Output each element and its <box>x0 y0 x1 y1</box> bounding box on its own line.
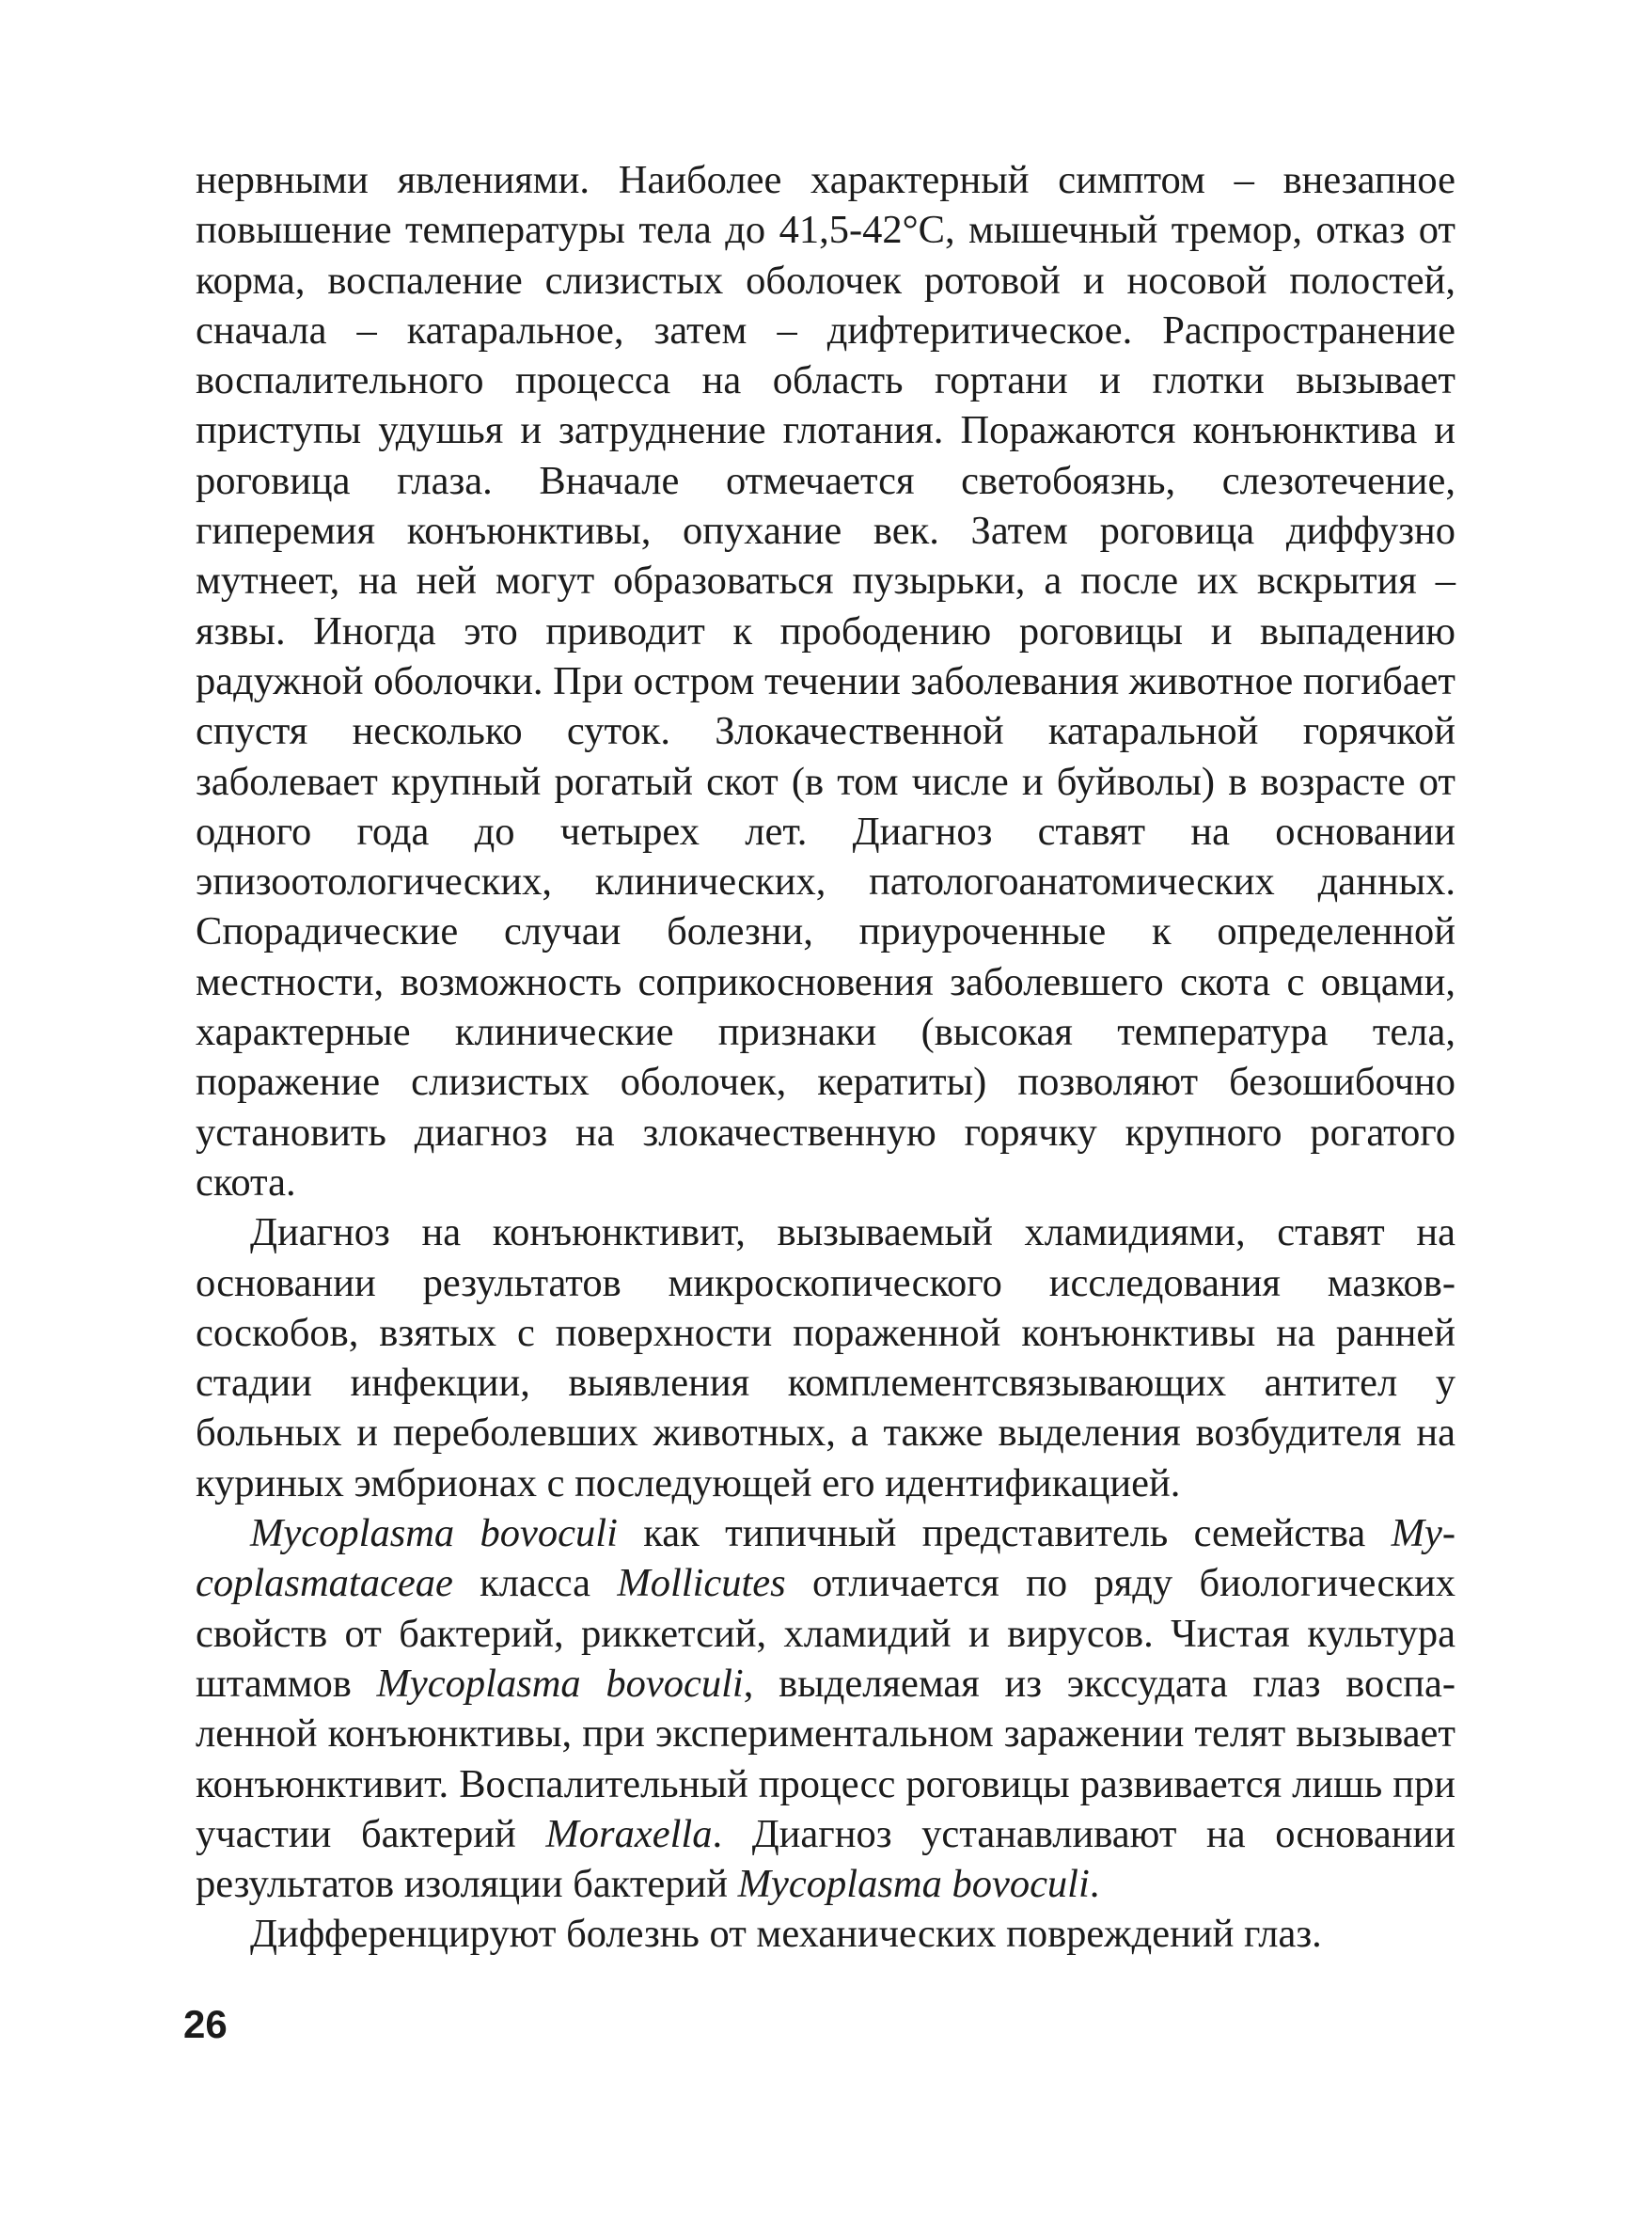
text-run: Диагноз на конъюнктивит, вызываемый хламидиями, ставят на основании результатов микроскопического исследования мазковсоскобов, взятых с поверхности пораженной конъюнктивы на ранней стадии инфекции, выявления комплементсвязывающих антител у больных и переболевших животных, а также выделения возбудителя на куриных эмбрионах с последующей его идентификацией. <box>196 1210 1455 1505</box>
text-run: , выделяемая из экссудата глаз воспаленной конъюнктивы, при экспериментальном заражении телят вызывает конъюнктивит. Воспалительный процесс роговицы развивается лишь при участии бактерий <box>196 1661 1455 1856</box>
paragraph-3 <box>196 1508 1455 1909</box>
text-run: Дифференцируют болезнь от механических повреждений глаз. <box>250 1912 1322 1957</box>
italic-term: Mycoplasma bovoculi <box>376 1661 744 1706</box>
paragraph-2 <box>196 1207 1455 1508</box>
italic-term: Mycoplasma bovoculi <box>737 1862 1090 1907</box>
text-run: . <box>1089 1862 1100 1907</box>
text-run: класса <box>452 1561 618 1606</box>
italic-term: Moraxella <box>545 1811 713 1856</box>
text-run: нервными явлениями. Наиболее характерный симптом – внезапное повышение температуры тела до 41,5-42°С, мышечный тремор, отказ от корма, воспаление слизистых оболочек ротовой и носовой полостей, сначала – катаральное, затем – дифтеритическое. Распространение воспалительного процесса на область гортани и глотки вызывает приступы удушья и затруднение глотания. Поражаются конъюнктива и роговица глаза. Вначале отмечается светобоязнь, слезотечение, гиперемия конъюнктивы, опухание век. Затем роговица диффузно мутнеет, на ней могут образоваться пузырьки, а после их вскрытия – язвы. Иногда это приводит к прободению роговицы и выпадению радужной оболочки. При остром течении заболевания животное погибает спустя несколько суток. Злокачественной катаральной горячкой заболевает крупный рогатый скот (в том числе и буйволы) в возрасте от одного года до четырех лет. Диагноз ставят на основании эпизоотологических, клинических, патологоанатомических данных. Спорадические случаи болезни, приуроченные к определенной местности, возможность соприкосновения заболевшего скота с овцами, характерные клинические признаки (высокая температура тела, поражение слизистых оболочек, кератиты) позволяют безошибочно установить диагноз на злокачественную горячку крупного рогатого скота. <box>196 158 1455 1205</box>
text-run: отличается по ряду биологических свойств от бактерий, риккетсий, хламидий и вирусов. Чистая культура штаммов <box>196 1561 1455 1706</box>
text-run: . Диагноз устанавливают на основании результатов изоляции бактерий <box>196 1811 1455 1907</box>
text-run: как типичный представитель семейства <box>617 1511 1392 1556</box>
italic-term: Mycoplasma bovoculi <box>250 1511 618 1556</box>
paragraph-1 <box>196 155 1455 1207</box>
italic-term: Mycoplasmataceae <box>196 1511 1455 1606</box>
paragraph-4 <box>196 1909 1455 1959</box>
body-text <box>196 155 1455 1960</box>
italic-term: Mollicutes <box>617 1561 786 1606</box>
page-number: 26 <box>183 2002 228 2046</box>
